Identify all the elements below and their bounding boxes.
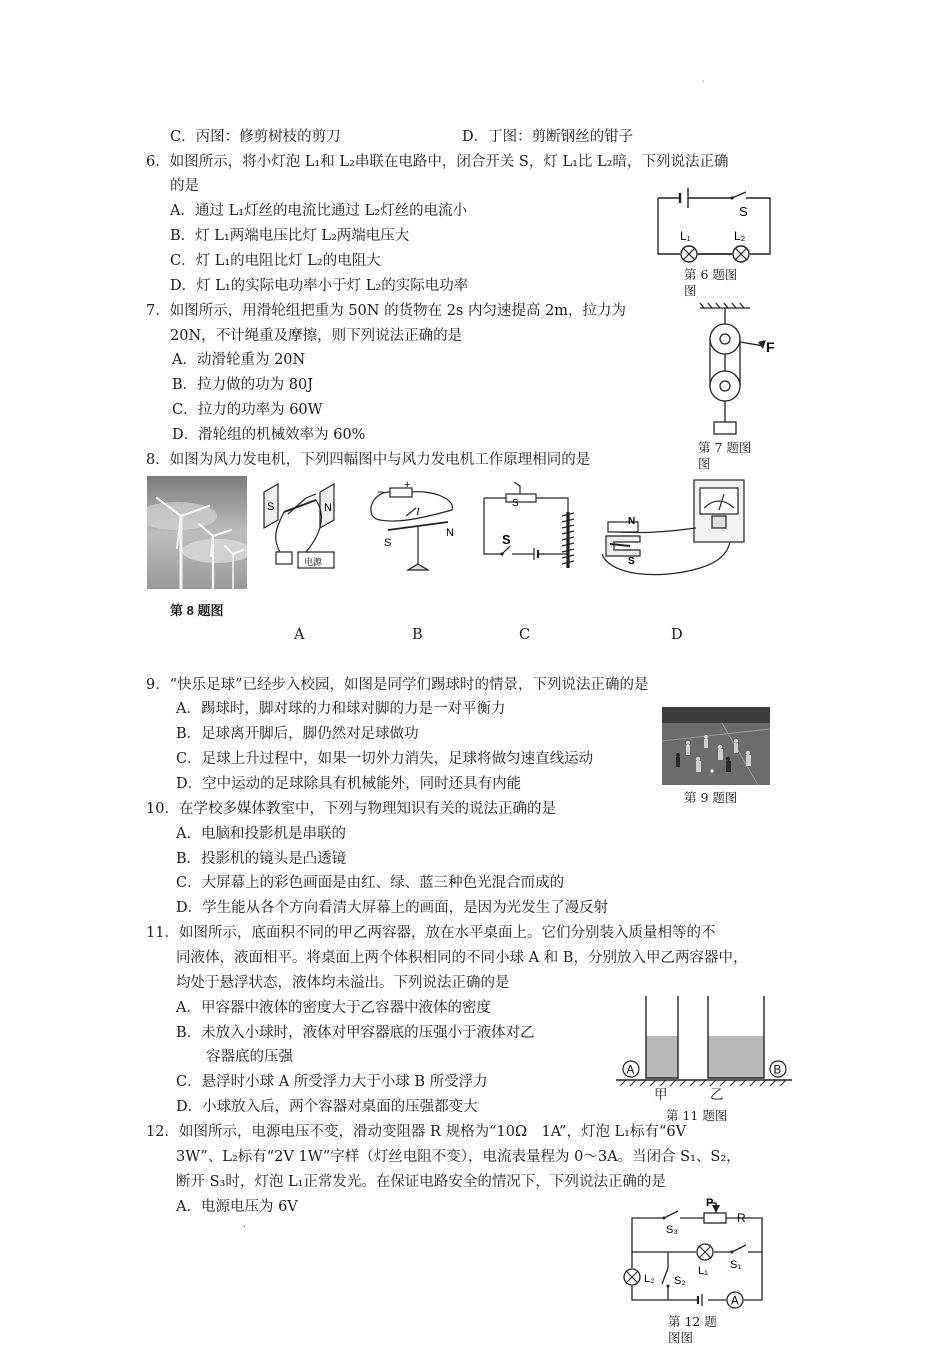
q9-option-b: B．足球离开脚后，脚仍然对足球做功: [176, 726, 419, 742]
q8-figure-a: [258, 478, 358, 578]
q8-option-c-label: C: [519, 627, 531, 643]
q11-option-a: A．甲容器中液体的密度大于乙容器中液体的密度: [176, 1000, 491, 1016]
q11-stem-line1: 11．如图所示，底面积不同的甲乙两容器，放在水平桌面上。它们分别装入质量相等的不: [146, 925, 716, 941]
q5-option-d: D．丁图：剪断钢丝的钳子: [462, 129, 634, 145]
q7-option-b: B．拉力做的功为 80J: [172, 377, 314, 393]
q12-rheostat-label: R: [737, 1211, 746, 1225]
q8-option-a-label: A: [294, 627, 305, 643]
q11-option-c: C．悬浮时小球 A 所受浮力大于小球 B 所受浮力: [176, 1074, 488, 1090]
q6-lamp1-label: L₁: [680, 229, 691, 243]
q6-switch-label: S: [739, 204, 748, 219]
q11-liquid-yi: [708, 1036, 764, 1078]
q7-stem-line2: 20N，不计绳重及摩擦，则下列说法正确的是: [170, 328, 463, 344]
q12-s3-label: S₃: [666, 1224, 678, 1236]
q6-figure-caption-extra: 图: [684, 283, 697, 298]
q12-slider-label: P: [706, 1197, 714, 1209]
q6-figure-caption: 第 6 题图: [684, 267, 738, 282]
q6-lamp-l1: [681, 246, 697, 262]
q8-c-rheostat-label: S: [512, 498, 519, 509]
q11-label-yi: 乙: [710, 1087, 724, 1103]
q8-a-north-label: N: [324, 502, 332, 514]
q12-circuit-figure: [622, 1196, 772, 1312]
q7-option-d: D．滑轮组的机械效率为 60%: [172, 427, 366, 443]
q12-stray-dot: ·: [243, 1222, 247, 1233]
q6-option-c: C．灯 L₁的电阻比灯 L₂的电阻大: [170, 253, 381, 269]
q12-option-a: A．电源电压为 6V: [176, 1199, 298, 1215]
q9-football-photo: [662, 707, 770, 785]
q5-option-c: C．丙图：修剪树枝的剪刀: [170, 129, 341, 145]
q8-b-current-label: I: [416, 506, 420, 518]
q8-a-power-label: 电源: [304, 558, 323, 568]
q7-stem-line1: 7．如图所示，用滑轮组把重为 50N 的货物在 2s 内匀速提高 2m，拉力为: [146, 303, 627, 319]
q12-s2-label: S₂: [674, 1275, 686, 1287]
q8-stem: 8．如图为风力发电机，下列四幅图中与风力发电机工作原理相同的是: [146, 452, 591, 468]
q6-circuit-figure: [650, 180, 780, 266]
q12-l1-label: L₁: [698, 1265, 708, 1277]
q12-s1-label: S₁: [730, 1259, 742, 1271]
q11-stem-line3: 均处于悬浮状态，液体均未溢出。下列说法正确的是: [176, 975, 510, 991]
q8-b-north-label: N: [446, 527, 454, 539]
q8-figure-caption: 第 8 题图: [170, 603, 224, 618]
q8-figure-c: [478, 478, 588, 578]
q12-lamp-l1: [697, 1244, 713, 1260]
q11-figure-caption: 第 11 题图: [666, 1108, 728, 1123]
q6-option-b: B．灯 L₁两端电压比灯 L₂两端电压大: [170, 228, 410, 244]
q11-liquid-jia: [646, 1036, 678, 1078]
q8-b-south-label: S: [384, 537, 392, 549]
q7-figure-caption-extra: 图: [698, 456, 711, 471]
q9-figure-caption: 第 9 题图: [684, 790, 738, 805]
q12-ammeter-label: A: [731, 1295, 739, 1308]
q6-option-a: A．通过 L₁灯丝的电流比通过 L₂灯丝的电流小: [170, 203, 468, 219]
q12-stem-line2: 3W”、L₂标有“2V 1W”字样（灯丝电阻不变），电流表量程为 0～3A。当闭合 S₁、S₂，: [176, 1149, 741, 1165]
q9-option-c: C．足球上升过程中，如果一切外力消失，足球将做匀速直线运动: [176, 751, 594, 767]
q12-stem-line3: 断开 S₃时，灯泡 L₁正常发光。在保证电路安全的情况下，下列说法正确的是: [176, 1174, 666, 1190]
q6-option-d: D．灯 L₁的实际电功率小于灯 L₂的实际电功率: [170, 278, 469, 294]
q7-force-arrowhead: [758, 340, 766, 349]
q6-lamp-l2: [733, 246, 749, 262]
q12-figure-caption: 第 12 题: [668, 1314, 717, 1329]
q8-d-north-label: N: [628, 516, 636, 527]
q9-option-a: A．踢球时，脚对球的力和球对脚的力是一对平衡力: [176, 701, 506, 717]
q11-label-jia: 甲: [654, 1087, 668, 1103]
q6-stem-line1: 6．如图所示，将小灯泡 L₁和 L₂串联在电路中，闭合开关 S，灯 L₁比 L₂暗，下列说法正确: [146, 154, 729, 170]
q7-figure-caption: 第 7 题图: [698, 440, 752, 455]
q12-ammeter: [727, 1292, 743, 1308]
q11-option-b-line2: 容器底的压强: [206, 1049, 293, 1065]
q12-figure-caption-extra: 图图: [668, 1330, 694, 1345]
q10-option-d: D．学生能从各个方向看清大屏幕上的画面，是因为光发生了漫反射: [176, 900, 609, 916]
q7-force-label: F: [766, 339, 775, 355]
q8-option-d-label: D: [671, 627, 683, 643]
q6-stem-line2: 的是: [170, 178, 199, 194]
q7-pulley-figure: [692, 302, 782, 440]
q11-containers-figure: [616, 992, 796, 1094]
q11-ball-a-label: A: [626, 1064, 635, 1077]
q7-option-a: A．动滑轮重为 20N: [172, 352, 306, 368]
q8-b-plus-label: +: [404, 479, 411, 491]
q10-option-a: A．电脑和投影机是串联的: [176, 826, 346, 842]
q8-figure-b: [360, 478, 460, 578]
q10-stem: 10．在学校多媒体教室中，下列与物理知识有关的说法正确的是: [146, 801, 556, 817]
q11-stem-line2: 同液体，液面相平。将桌面上两个体积相同的不同小球 A 和 B，分别放入甲乙两容器中，: [176, 950, 748, 966]
q6-lamp2-label: L₂: [734, 229, 746, 243]
q8-wind-turbine-photo: [147, 476, 247, 589]
q9-option-d: D．空中运动的足球除具有机械能外，同时还具有内能: [176, 776, 522, 792]
q7-option-c: C．拉力的功率为 60W: [172, 402, 323, 418]
q8-a-south-label: S: [267, 501, 275, 513]
q8-d-south-label: S: [628, 556, 635, 567]
page-mark: ʿ: [702, 80, 705, 90]
q11-option-b-line1: B．未放入小球时，液体对甲容器底的压强小于液体对乙: [176, 1025, 535, 1041]
q12-lamp-l2: [624, 1269, 640, 1285]
q12-l2-label: L₂: [644, 1273, 655, 1285]
q8-figure-d: [600, 476, 760, 586]
q10-option-c: C．大屏幕上的彩色画面是由红、绿、蓝三种色光混合而成的: [176, 875, 565, 891]
q10-option-b: B．投影机的镜头是凸透镜: [176, 851, 347, 867]
q8-b-minus-label: −: [377, 485, 385, 499]
q9-stem: 9．“快乐足球”已经步入校园，如图是同学们踢球时的情景，下列说法正确的是: [146, 677, 649, 693]
q8-c-switch-label: S: [502, 532, 511, 547]
q8-option-b-label: B: [412, 627, 423, 643]
q12-stem-line1: 12．如图所示，电源电压不变，滑动变阻器 R 规格为“10Ω 1A”，灯泡 L₁标有“6V: [146, 1124, 687, 1140]
q6-switch-pivot: [730, 196, 733, 199]
q11-option-d: D．小球放入后，两个容器对桌面的压强都变大: [176, 1099, 478, 1115]
q11-ball-b-label: B: [773, 1064, 782, 1077]
